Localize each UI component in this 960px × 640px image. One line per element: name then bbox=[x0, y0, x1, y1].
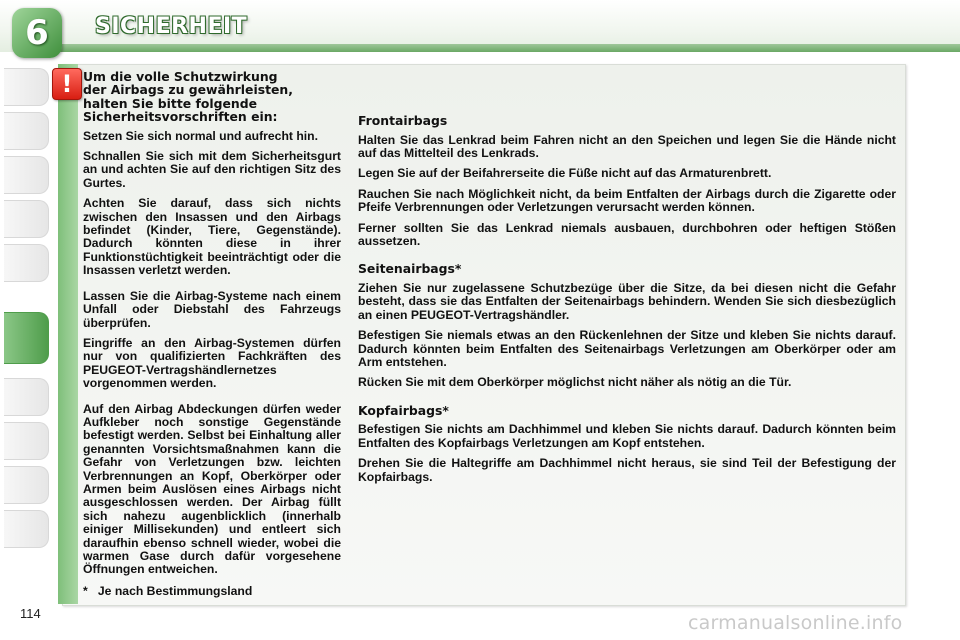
side-tab-7[interactable] bbox=[4, 378, 49, 416]
paragraph: Halten Sie das Lenkrad beim Fahren nicht an den Speichen und legen Sie die Hände nicht auf das Mittelteil des Lenkrads. bbox=[358, 132, 896, 160]
side-tab-9[interactable] bbox=[4, 466, 49, 504]
heading-line: der Airbags zu gewährleisten, bbox=[83, 82, 293, 98]
side-tab-4[interactable] bbox=[4, 200, 49, 238]
paragraph: Ferner sollten Sie das Lenkrad niemals ausbauen, durchbohren oder heftigen Stößen aussetzen. bbox=[358, 220, 896, 249]
left-column bbox=[83, 70, 341, 584]
chapter-number: 6 bbox=[25, 13, 49, 53]
panel-left-bar bbox=[58, 64, 78, 604]
side-tab-1[interactable] bbox=[4, 68, 49, 106]
chapter-badge bbox=[12, 8, 62, 58]
heading-line: Um die volle Schutzwirkung bbox=[83, 69, 278, 84]
paragraph: Eingriffe an den Airbag-Systemen dürfen nur von qualifizierten Fachkräften des PEUGEOT-Vertragshändlernetzes vorgenommen werden. bbox=[83, 335, 341, 391]
warning-exclamation-icon: ! bbox=[52, 68, 82, 100]
watermark: carmanualsonline.info bbox=[688, 612, 903, 634]
side-tab-3[interactable] bbox=[4, 156, 49, 194]
side-tab-5[interactable] bbox=[4, 244, 49, 282]
heading-line: Sicherheitsvorschriften ein: bbox=[83, 109, 278, 125]
side-tabs bbox=[0, 60, 58, 580]
paragraph: Achten Sie darauf, dass sich nichts zwischen den Insassen und den Airbags befindet (Kinder, Tiere, Gegenstände). Dadurch könnten diese in ihrer Funktionstüchtigkeit beeinträchtigt oder die Insassen verletzt werden. bbox=[83, 196, 341, 278]
section-heading-frontairbags: Frontairbags bbox=[358, 113, 448, 128]
paragraph: Schnallen Sie sich mit dem Sicherheitsgurt an und achten Sie auf den richtigen Sitz des Gurtes. bbox=[83, 149, 341, 190]
paragraph: Setzen Sie sich normal und aufrecht hin. bbox=[83, 128, 318, 143]
paragraph: Drehen Sie die Haltegriffe am Dachhimmel nicht heraus, sie sind Teil der Befestigung der Kopfairbags. bbox=[358, 456, 896, 484]
paragraph: Ziehen Sie nur zugelassene Schutzbezüge über die Sitze, da bei diesen nicht die Gefahr besteht, dass sie das Entfalten der Seitenairbags behindern. Wenden Sie sich diesbezüglich an einen PEUGEOT-Vertragshändler. bbox=[358, 281, 896, 322]
paragraph: Legen Sie auf der Beifahrerseite die Füße nicht auf das Armaturenbrett. bbox=[358, 166, 772, 181]
side-tab-10[interactable] bbox=[4, 510, 49, 548]
section-heading-kopfairbags: Kopfairbags* bbox=[358, 402, 449, 418]
footnote: * Je nach Bestimmungsland bbox=[83, 584, 253, 598]
paragraph: Rauchen Sie nach Möglichkeit nicht, da beim Entfalten der Airbags durch die Zigarette oder Pfeife Verbrennungen oder Verletzungen verursacht werden können. bbox=[358, 186, 896, 215]
paragraph: Befestigen Sie niemals etwas an den Rückenlehnen der Sitze und kleben Sie nichts darauf. Dadurch könnten beim Entfalten des Seitenairbags Verletzungen am Oberkörper oder am Arm entstehen. bbox=[358, 328, 896, 370]
heading-line: halten Sie bitte folgende bbox=[83, 95, 257, 111]
side-tab-8[interactable] bbox=[4, 422, 49, 460]
paragraph: Rücken Sie mit dem Oberkörper möglichst nicht näher als nötig an die Tür. bbox=[358, 375, 792, 390]
right-column bbox=[358, 114, 896, 491]
paragraph: Lassen Sie die Airbag-Systeme nach einem Unfall oder Diebstahl des Fahrzeugs überprüfen. bbox=[83, 288, 341, 330]
page-title: SICHERHEIT bbox=[95, 14, 248, 39]
side-tab-2[interactable] bbox=[4, 112, 49, 150]
header-rule bbox=[58, 44, 960, 52]
section-heading-seitenairbags: Seitenairbags* bbox=[358, 261, 462, 277]
page-number: 114 bbox=[20, 606, 41, 621]
side-tab-6-active[interactable] bbox=[4, 312, 49, 364]
paragraph: Befestigen Sie nichts am Dachhimmel und kleben Sie nichts darauf. Dadurch könnten beim Entfalten des Kopfairbags Verletzungen am Kopf entstehen. bbox=[358, 422, 896, 450]
paragraph: Auf den Airbag Abdeckungen dürfen weder Aufkleber noch sonstige Gegenstände befestigt werden. Selbst bei Einhaltung aller genannten Vorsichtsmaßnahmen kann die Gefahr von Verletzungen bzw. leichten Verbrennungen an Kopf, Oberkörper oder Armen beim Auslösen eines Airbags nicht ausgeschlossen werden. Der Airbag füllt sich nahezu augenblicklich (innerhalb einiger Millisekunden) und entleert sich daraufhin ebenso schnell wieder, wobei die warmen Gase durch dafür vorgesehene Öffnungen entweichen. bbox=[83, 401, 341, 577]
safety-rules-heading bbox=[83, 70, 341, 124]
